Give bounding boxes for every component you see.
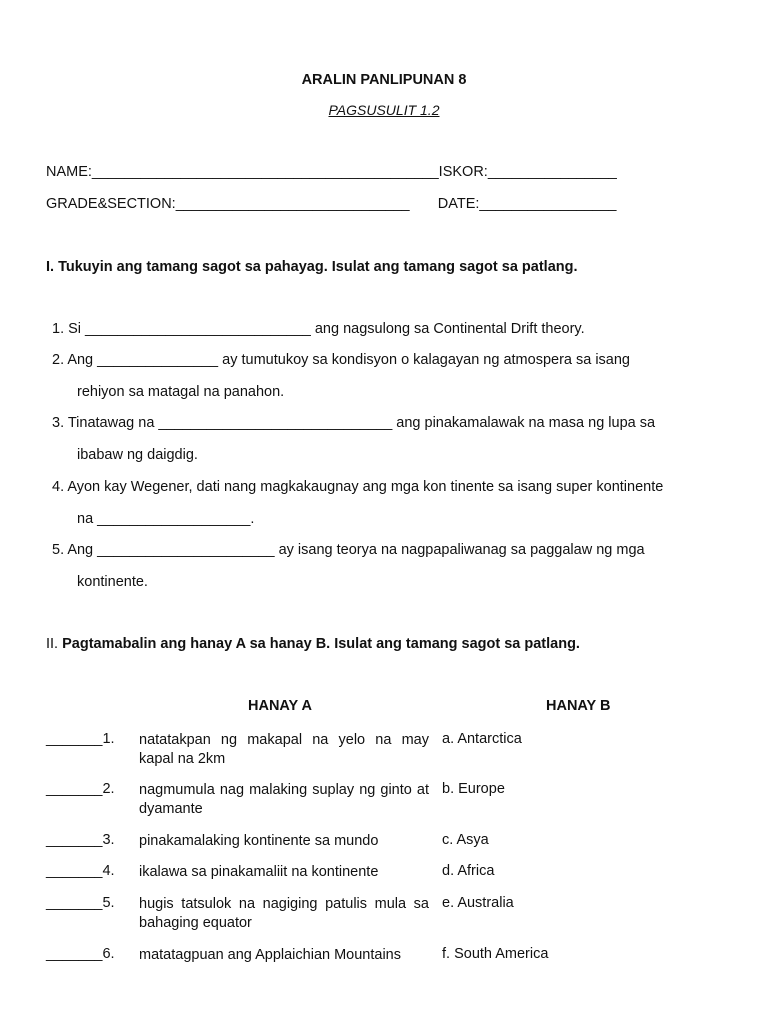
question-5[interactable]: 5. Ang ______________________ ay isang teorya na nagpapaliwanag sa paggalaw ng mga: [52, 542, 645, 558]
grade-date-field[interactable]: GRADE&SECTION:_____________________________ DATE:_________________: [46, 196, 617, 212]
question-4-continuation[interactable]: na ___________________.: [77, 511, 255, 527]
question-4: 4. Ayon kay Wegener, dati nang magkakaugnay ang mga kon tinente sa isang super kontinente: [52, 479, 664, 495]
match-choice-b: b. Europe: [442, 781, 505, 797]
match-blank-4[interactable]: _______4.: [46, 863, 115, 879]
question-3-continuation: ibabaw ng daigdig.: [77, 447, 198, 463]
match-description-5: hugis tatsulok na nagiging patulis mula sa bahaging equator: [139, 896, 429, 931]
section1-instruction: I. Tukuyin ang tamang sagot sa pahayag. Isulat ang tamang sagot sa patlang.: [46, 259, 578, 275]
question-2-continuation: rehiyon sa matagal na panahon.: [77, 384, 285, 400]
question-2[interactable]: 2. Ang _______________ ay tumutukoy sa kondisyon o kalagayan ng atmospera sa isang: [52, 352, 630, 368]
match-choice-d: d. Africa: [442, 863, 495, 879]
page-subtitle: PAGSUSULIT 1.2: [328, 102, 440, 118]
section2-prefix: II.: [46, 636, 63, 652]
match-blank-3[interactable]: _______3.: [46, 832, 115, 848]
match-blank-2[interactable]: _______2.: [46, 781, 115, 797]
match-choice-c: c. Asya: [442, 832, 489, 848]
match-description-4: ikalawa sa pinakamaliit na kontinente: [139, 864, 379, 880]
hanay-b-header: HANAY B: [546, 698, 611, 714]
match-blank-5[interactable]: _______5.: [46, 895, 115, 911]
match-description-6: matatagpuan ang Applaichian Mountains: [139, 947, 401, 963]
question-5-continuation: kontinente.: [77, 574, 148, 590]
match-blank-6[interactable]: _______6.: [46, 946, 115, 962]
match-choice-a: a. Antarctica: [442, 731, 522, 747]
name-score-field[interactable]: NAME:___________________________________________ISKOR:________________: [46, 164, 617, 180]
match-choice-f: f. South America: [442, 946, 549, 962]
section2-instruction-text: Pagtamabalin ang hanay A sa hanay B. Isulat ang tamang sagot sa patlang.: [62, 636, 580, 652]
match-description-1: natatakpan ng makapal na yelo na may kapal na 2km: [139, 732, 429, 767]
match-description-2: nagmumula nag malaking suplay ng ginto at dyamante: [139, 782, 429, 817]
question-3[interactable]: 3. Tinatawag na _____________________________ ang pinakamalawak na masa ng lupa sa: [52, 415, 656, 431]
match-description-3: pinakamalaking kontinente sa mundo: [139, 833, 379, 849]
page-title: ARALIN PANLIPUNAN 8: [301, 72, 467, 88]
section2-instruction: [46, 636, 580, 652]
match-blank-1[interactable]: _______1.: [46, 731, 115, 747]
match-choice-e: e. Australia: [442, 895, 514, 911]
hanay-a-header: HANAY A: [248, 698, 312, 714]
question-1[interactable]: 1. Si ____________________________ ang nagsulong sa Continental Drift theory.: [52, 321, 585, 337]
